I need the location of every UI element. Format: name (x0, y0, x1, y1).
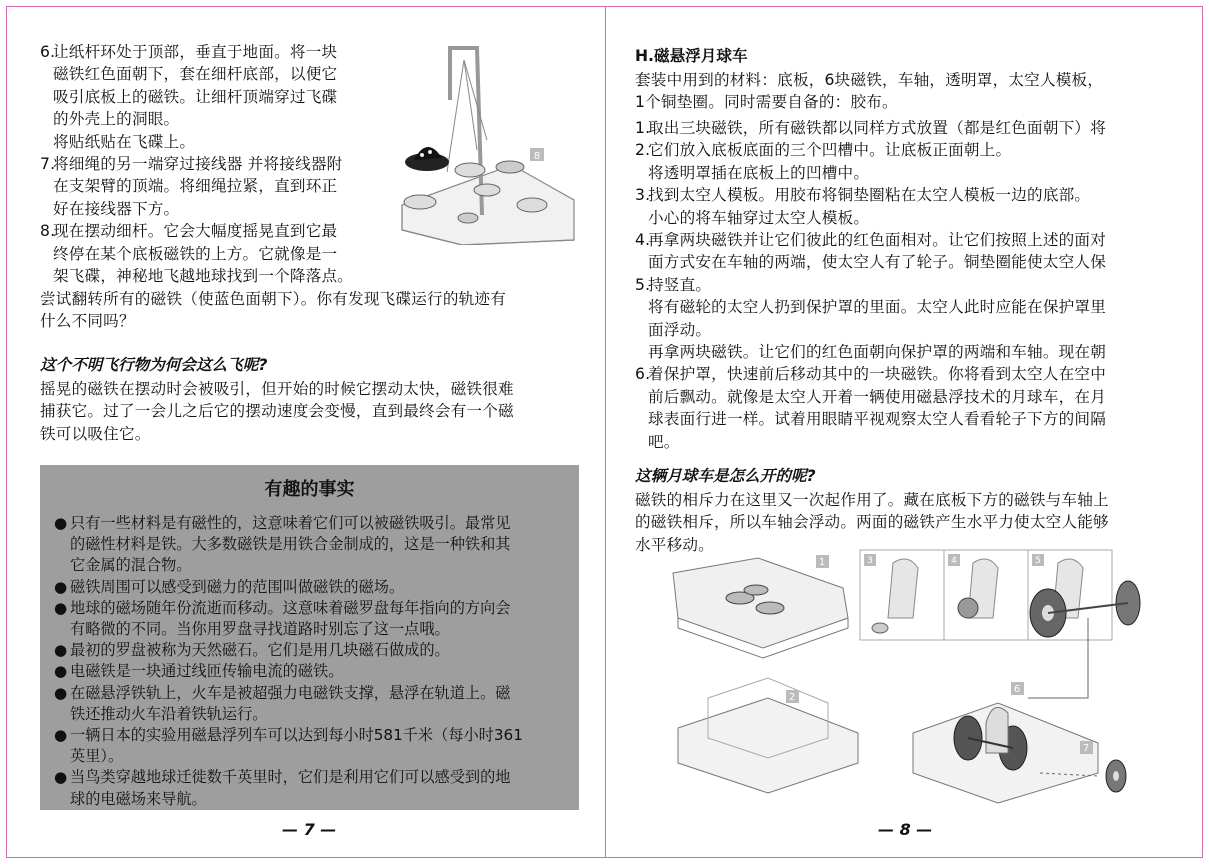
image-label-2: 2 (788, 692, 796, 703)
fun-facts-title: 有趣的事实 (264, 479, 355, 500)
step-5: 5. 持竖直。 将有磁轮的太空人扔到保护罩的里面。太空人此时应能在保护罩里 面浮动。 再拿两块磁铁。让它们的红色面朝向保护罩的两端和车轴。现在朝 (635, 275, 1107, 362)
ufo-pendulum-illustration (392, 40, 580, 245)
image-label-1: 1 (818, 557, 826, 568)
fact-item: ● 一辆日本的实验用磁悬浮列车可以达到每小时581千米（每小时361 英里）。 (54, 725, 567, 767)
step-7: 7. 将细绳的另一端穿过接线器 并将接线器附 在支架臂的顶端。将细绳拉紧，直到环正 好在接线器下方。 (40, 155, 343, 218)
bullet-dot-icon: ● (54, 662, 68, 681)
left-question-heading: 这个不明飞行物为何会这么飞呢? (40, 356, 268, 374)
fun-facts-box (40, 465, 579, 810)
moon-buggy-assembly-illustration (668, 548, 1150, 810)
bullet-dot-icon: ● (54, 577, 68, 596)
fact-item: ● 地球的磁场随年份流逝而移动。这意味着磁罗盘每年指向的方向会 有略微的不同。当你用罗盘寻找道路时别忘了这一点哦。 (54, 598, 567, 640)
step-6-right: 6. 着保护罩，快速前后移动其中的一块磁铁。你将看到太空人在空中 前后飘动。就像是太空人开着一辆使用磁悬浮技术的月球车，在月 球表面行进一样。试着用眼睛平视观察太空人看看轮子下方的间隔 吧。 (635, 365, 1107, 451)
step-8: 8. 现在摆动细杆。它会大幅度摇晃直到它最 终停在某个底板磁铁的上方。它就像是一 架飞碟，神秘地飞越地球找到一个降落点。 (40, 222, 354, 286)
image-label-7: 7 (1082, 743, 1090, 754)
bullet-dot-icon: ● (54, 598, 68, 617)
bullet-dot-icon: ● (54, 514, 68, 532)
materials-text: 套装中用到的材料：底板，6块磁铁，车轴，透明罩，太空人模板， 1个铜垫圈。同时需要自备的：胶布。 (635, 71, 1104, 112)
flip-text: 尝试翻转所有的磁铁（使蓝色面朝下）。你有发现飞碟运行的轨迹有 什么不同吗？ (40, 290, 507, 331)
bullet-dot-icon: ● (54, 726, 68, 745)
image-label-8: 8 (533, 151, 541, 162)
section-title: H.磁悬浮月球车 (635, 47, 748, 65)
page-divider (605, 6, 606, 858)
step-6: 6. 让纸杆环处于顶部，垂直于地面。将一块 磁铁红色面朝下，套在细杆底部，以便它 吸引底板上的磁铁。让细杆顶端穿过飞碟 的外壳上的洞眼。 将贴纸贴在飞碟上。 (40, 43, 338, 151)
page-number-left: — 7 — (282, 820, 337, 839)
right-answer: 磁铁的相斥力在这里又一次起作用了。藏在底板下方的磁铁与车轴上 的磁铁相斥，所以车轴会浮动。两面的磁铁产生水平力使太空人能够 水平移动。 (635, 491, 1109, 554)
fact-item: ● 磁铁周围可以感受到磁力的范围叫做磁铁的磁场。 (54, 577, 567, 598)
fact-item: ● 只有一些材料是有磁性的，这意味着它们可以被磁铁吸引。最常见 的磁性材料是铁。大多数磁铁是用铁合金制成的，这是一种铁和其 它金属的混合物。 (54, 513, 567, 577)
step-4: 4. 再拿两块磁铁并让它们彼此的红色面相对。让它们按照上述的面对 面方式安在车轴的两端，使太空人有了轮子。铜垫圈能使太空人保 (635, 231, 1107, 272)
left-steps (40, 41, 400, 287)
image-label-6: 6 (1013, 684, 1021, 695)
image-label-5: 5 (1035, 556, 1041, 566)
left-answer: 摇晃的磁铁在摆动时会被吸引，但开始的时候它摆动太快，磁铁很难 捕获它。过了一会儿之后它的摆动速度会变慢，直到最终会有一个磁 铁可以吸住它。 (40, 380, 514, 443)
bullet-dot-icon: ● (54, 768, 68, 787)
right-steps (635, 117, 1180, 453)
step-2: 2. 它们放入底板底面的三个凹槽中。让底板正面朝上。 将透明罩插在底板上的凹槽中。 (635, 141, 1012, 182)
fact-item: ● 最初的罗盘被称为天然磁石。它们是用几块磁石做成的。 (54, 640, 567, 661)
bullet-dot-icon: ● (54, 641, 68, 660)
fact-item: ● 电磁铁是一块通过线匝传输电流的磁铁。 (54, 661, 567, 682)
step-1: 1. 取出三块磁铁，所有磁铁都以同样方式放置（都是红色面朝下）将 (635, 119, 1107, 137)
fact-item: ● 在磁悬浮铁轨上，火车是被超强力电磁铁支撑，悬浮在轨道上。磁 铁还推动火车沿着铁轨运行。 (54, 683, 567, 725)
fact-item: ● 当鸟类穿越地球迁徙数千英里时，它们是利用它们可以感受到的地 球的电磁场来导航。 (54, 767, 567, 809)
right-question-heading: 这辆月球车是怎么开的呢? (635, 467, 816, 485)
bullet-dot-icon: ● (54, 683, 68, 702)
step-3: 3. 找到太空人模板。用胶布将铜垫圈粘在太空人模板一边的底部。 小心的将车轴穿过太空人模板。 (635, 186, 1091, 227)
image-label-3: 3 (867, 556, 873, 566)
page-number-right: — 8 — (878, 820, 933, 839)
fun-facts-list (40, 505, 579, 810)
image-label-4: 4 (951, 556, 957, 566)
